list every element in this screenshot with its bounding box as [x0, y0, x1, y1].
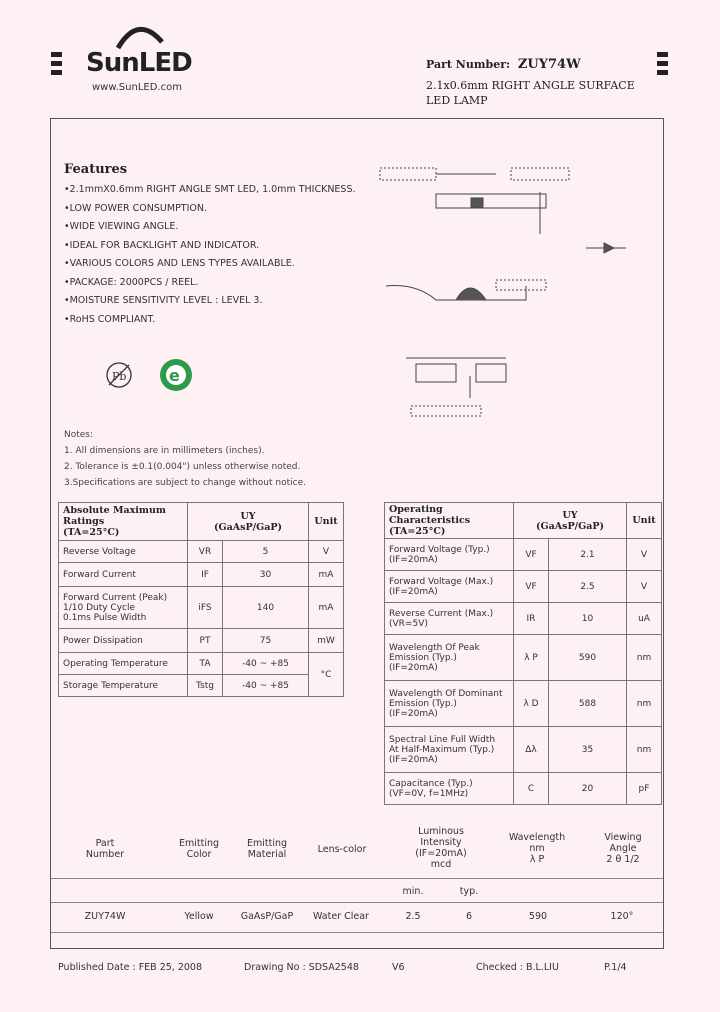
parts-cell-part: ZUY74W — [84, 911, 126, 922]
feature-item: •2.1mmX0.6mm RIGHT ANGLE SMT LED, 1.0mm THICKNESS. — [64, 184, 356, 195]
table-row: Wavelength Of Peak Emission (Typ.) (IF=20mA) λ P 590 nm — [385, 635, 662, 681]
table-row: Reverse Current (Max.) (VR=5V) IR 10 uA — [385, 603, 662, 635]
feature-item: •MOISTURE SENSITIVITY LEVEL : LEVEL 3. — [64, 295, 263, 306]
corner-mark — [51, 52, 62, 57]
parts-divider — [51, 902, 663, 903]
abs-unit-header: Unit — [309, 503, 344, 541]
corner-mark — [51, 70, 62, 75]
parts-header-lens: Lens-color — [317, 844, 367, 855]
feature-item: •IDEAL FOR BACKLIGHT AND INDICATOR. — [64, 239, 260, 251]
logo-url: www.SunLED.com — [92, 82, 182, 93]
footer-page: P.1/4 — [604, 962, 627, 973]
parts-divider — [51, 932, 663, 933]
note-item: 2. Tolerance is ±0.1(0.004") unless otherwise noted. — [64, 462, 301, 472]
abs-header: Absolute Maximum Ratings (TA=25°C) — [59, 503, 188, 541]
parts-cell-material: GaAsP/GaP — [240, 911, 294, 922]
part-number-value: ZUY74W — [517, 57, 581, 72]
logo-brand: SunLED — [86, 48, 192, 78]
feature-item: •RoHS COMPLIANT. — [64, 313, 156, 325]
footer-version: V6 — [392, 962, 405, 973]
table-row: Spectral Line Full Width At Half-Maximum (Typ.) (IF=20mA) Δλ 35 nm — [385, 727, 662, 773]
footer-drawing: Drawing No : SDSA2548 — [244, 962, 359, 973]
absolute-max-table — [58, 502, 344, 697]
table-row: Forward Voltage (Typ.) (IF=20mA) VF 2.1 V — [385, 539, 662, 571]
parts-header-intensity: Luminous Intensity (IF=20mA) mcd — [415, 826, 467, 870]
parts-cell-lens: Water Clear — [313, 911, 369, 922]
feature-item: •LOW POWER CONSUMPTION. — [64, 202, 208, 214]
table-row: Reverse Voltage VR 5 V — [59, 541, 344, 563]
rohs-e-text: e — [169, 366, 180, 385]
abs-col-header: UY (GaAsP/GaP) — [188, 503, 309, 541]
parts-cell-typ: 6 — [465, 911, 473, 922]
note-item: 1. All dimensions are in millimeters (inches). — [64, 446, 265, 456]
dimension-drawing — [376, 148, 656, 428]
corner-mark — [657, 52, 668, 57]
parts-cell-min: 2.5 — [405, 911, 421, 922]
parts-cell-angle: 120° — [610, 911, 634, 922]
corner-mark — [51, 61, 62, 66]
table-row: Forward Current IF 30 mA — [59, 563, 344, 587]
parts-header-color: Emitting Color — [178, 838, 220, 860]
pb-free-icon — [104, 360, 134, 390]
features-title: Features — [64, 162, 128, 177]
op-col-header: UY (GaAsP/GaP) — [514, 503, 627, 539]
rohs-e-icon — [158, 357, 194, 393]
parts-header-material: Emitting Material — [246, 838, 288, 860]
op-unit-header: Unit — [627, 503, 662, 539]
pb-free-text: Pb — [112, 370, 127, 383]
footer-checked: Checked : B.L.LIU — [476, 962, 559, 973]
parts-cell-wavelength: 590 — [528, 911, 548, 922]
operating-characteristics-table — [384, 502, 662, 805]
part-number-line — [426, 57, 581, 72]
table-row: Power Dissipation PT 75 mW — [59, 629, 344, 653]
note-item: 3.Specifications are subject to change without notice. — [64, 478, 306, 488]
table-row: Operating Temperature TA -40 ~ +85 °C — [59, 653, 344, 675]
parts-cell-color: Yellow — [184, 911, 214, 922]
op-header: Operating Characteristics (TA=25°C) — [385, 503, 514, 539]
part-number-label: Part Number: — [426, 58, 511, 71]
part-description: 2.1x0.6mm RIGHT ANGLE SURFACE LED LAMP — [426, 79, 635, 107]
footer-published: Published Date : FEB 25, 2008 — [58, 962, 203, 973]
table-row: Forward Voltage (Max.) (IF=20mA) VF 2.5 V — [385, 571, 662, 603]
table-row: Forward Current (Peak) 1/10 Duty Cycle 0.1ms Pulse Width iFS 140 mA — [59, 587, 344, 629]
corner-mark — [657, 61, 668, 66]
feature-item: •WIDE VIEWING ANGLE. — [64, 221, 179, 232]
parts-header-angle: Viewing Angle 2 θ 1/2 — [604, 832, 642, 865]
table-row: Wavelength Of Dominant Emission (Typ.) (IF=20mA) λ D 588 nm — [385, 681, 662, 727]
feature-item: •VARIOUS COLORS AND LENS TYPES AVAILABLE. — [64, 258, 295, 269]
notes-title: Notes: — [64, 430, 94, 440]
feature-item: •PACKAGE: 2000PCS / REEL. — [64, 276, 199, 288]
corner-mark — [657, 70, 668, 75]
parts-header-part: Part Number — [85, 838, 125, 860]
parts-header-typ: typ. — [459, 886, 479, 897]
parts-divider — [51, 878, 663, 879]
parts-header-min: min. — [402, 886, 424, 897]
parts-header-wavelength: Wavelength nm λ P — [508, 832, 566, 865]
table-row: Capacitance (Typ.) (VF=0V, f=1MHz) C 20 pF — [385, 773, 662, 805]
table-row: Storage Temperature Tstg -40 ~ +85 — [59, 675, 344, 697]
logo-arc-icon — [114, 22, 166, 50]
